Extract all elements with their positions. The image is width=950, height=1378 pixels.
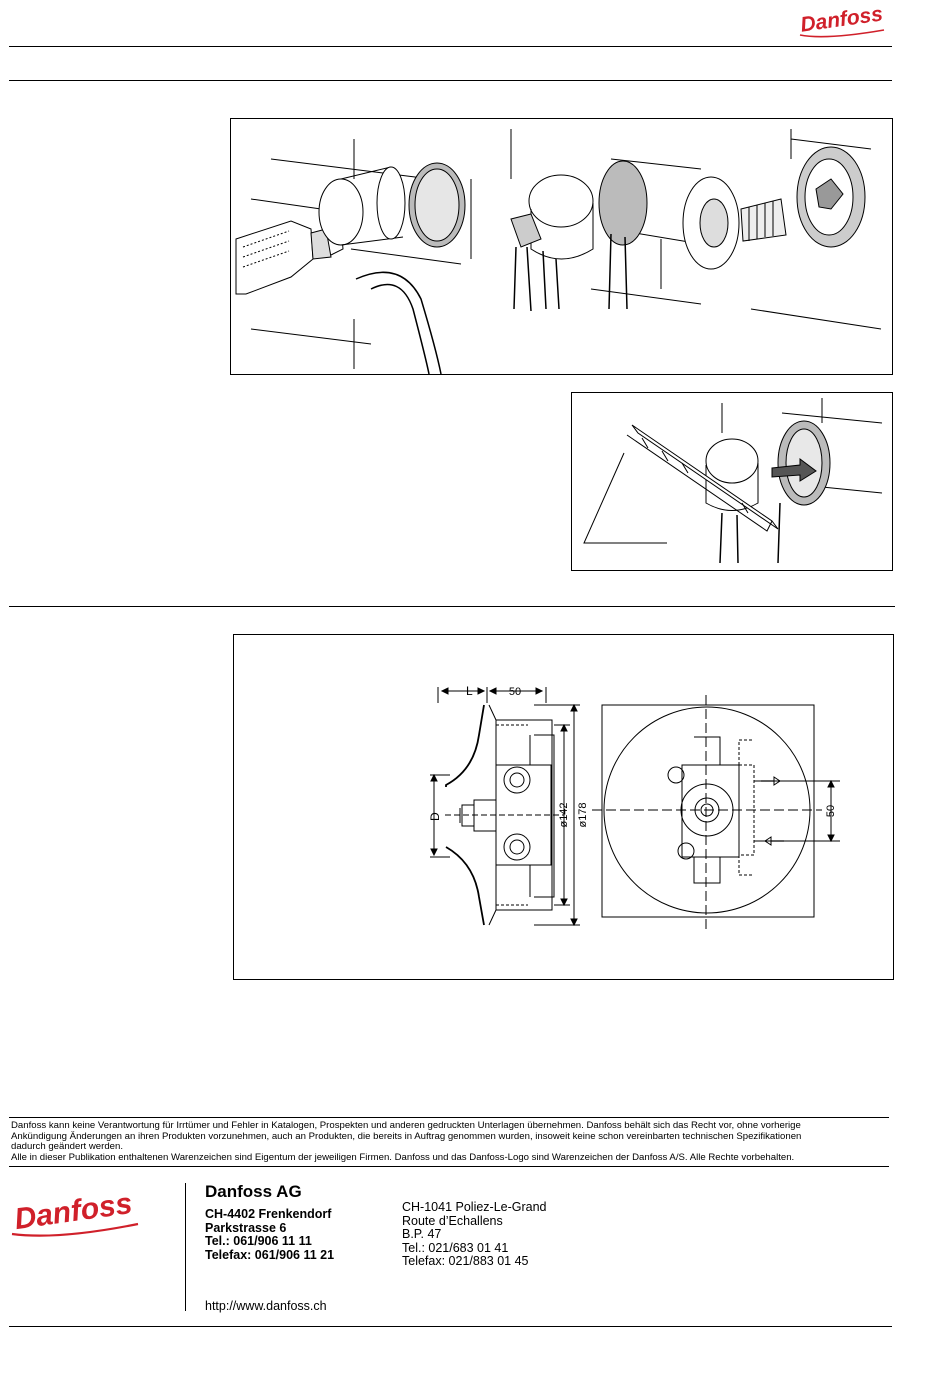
header-rule-bottom <box>9 80 892 81</box>
footer-divider <box>185 1183 186 1311</box>
website-link[interactable]: http://www.danfoss.ch <box>205 1299 327 1313</box>
address-poliez <box>402 1201 547 1269</box>
header-logo-text: Danfoss <box>799 2 885 37</box>
disclaimer-line-2: Ankündigung Änderungen an ihren Produkten vorzunehmen, auch an Produkten, die bereits in Auftrag genommen wurden, insoweit keine schon vereinbarten technischen Spezifikationen <box>11 1130 802 1142</box>
disclaimer-rule-bottom <box>9 1166 889 1167</box>
footer-logo-text: Danfoss <box>12 1188 135 1237</box>
address-poliez-line: B.P. 47 <box>402 1227 442 1241</box>
header-logo <box>796 2 888 40</box>
disclaimer <box>11 1121 891 1163</box>
address-frenkendorf-line: Parkstrasse 6 <box>205 1220 287 1235</box>
address-frenkendorf-line: Telefax: 061/906 11 21 <box>205 1247 335 1262</box>
dim-label-50-top: 50 <box>508 686 522 698</box>
address-frenkendorf-line: Tel.: 061/906 11 11 <box>205 1234 312 1248</box>
company-name: Danfoss AG <box>205 1182 302 1201</box>
address-poliez-line: Telefax: 021/883 01 45 <box>402 1254 529 1268</box>
footer-logo <box>8 1188 143 1240</box>
address-poliez-line: CH-1041 Poliez-Le-Grand <box>402 1200 547 1214</box>
footer-rule <box>9 1326 892 1327</box>
disclaimer-line-3: dadurch geändert werden. <box>11 1141 124 1153</box>
dim-label-50-side: 50 <box>825 804 837 818</box>
mounting-bracket-illustration-icon <box>572 393 892 570</box>
dimension-drawing-figure <box>233 634 894 980</box>
dim-label-d: D <box>428 812 442 821</box>
address-poliez-line: Tel.: 021/683 01 41 <box>402 1240 509 1255</box>
header-rule-top <box>9 46 892 47</box>
address-frenkendorf-line: CH-4402 Frenkendorf <box>205 1207 332 1221</box>
address-frenkendorf <box>205 1208 334 1262</box>
section-rule <box>9 606 895 607</box>
dimension-drawing-icon <box>234 635 893 979</box>
installation-figure <box>230 118 893 375</box>
disclaimer-line-1: Danfoss kann keine Verantwortung für Irrtümer und Fehler in Katalogen, Prospekten und anderen gedruckten Unterlagen übernehmen. Danfoss behält sich das Recht vor, ohne vorherige <box>11 1120 801 1131</box>
dim-label-178: ø178 <box>577 802 589 828</box>
installation-illustration-icon <box>231 119 892 374</box>
address-poliez-line: Route d’Echallens <box>402 1213 503 1228</box>
mounting-bracket-figure <box>571 392 893 571</box>
dim-label-l: L <box>466 684 473 698</box>
disclaimer-rule-top <box>9 1117 889 1118</box>
disclaimer-line-4: Alle in dieser Publikation enthaltenen Warenzeichen sind Eigentum der jeweiligen Firmen. Danfoss und das Danfoss-Logo sind Warenzeichen der Danfoss A/S. Alle Rechte vorbehalten. <box>11 1151 795 1163</box>
dim-label-142: ø142 <box>558 802 570 828</box>
